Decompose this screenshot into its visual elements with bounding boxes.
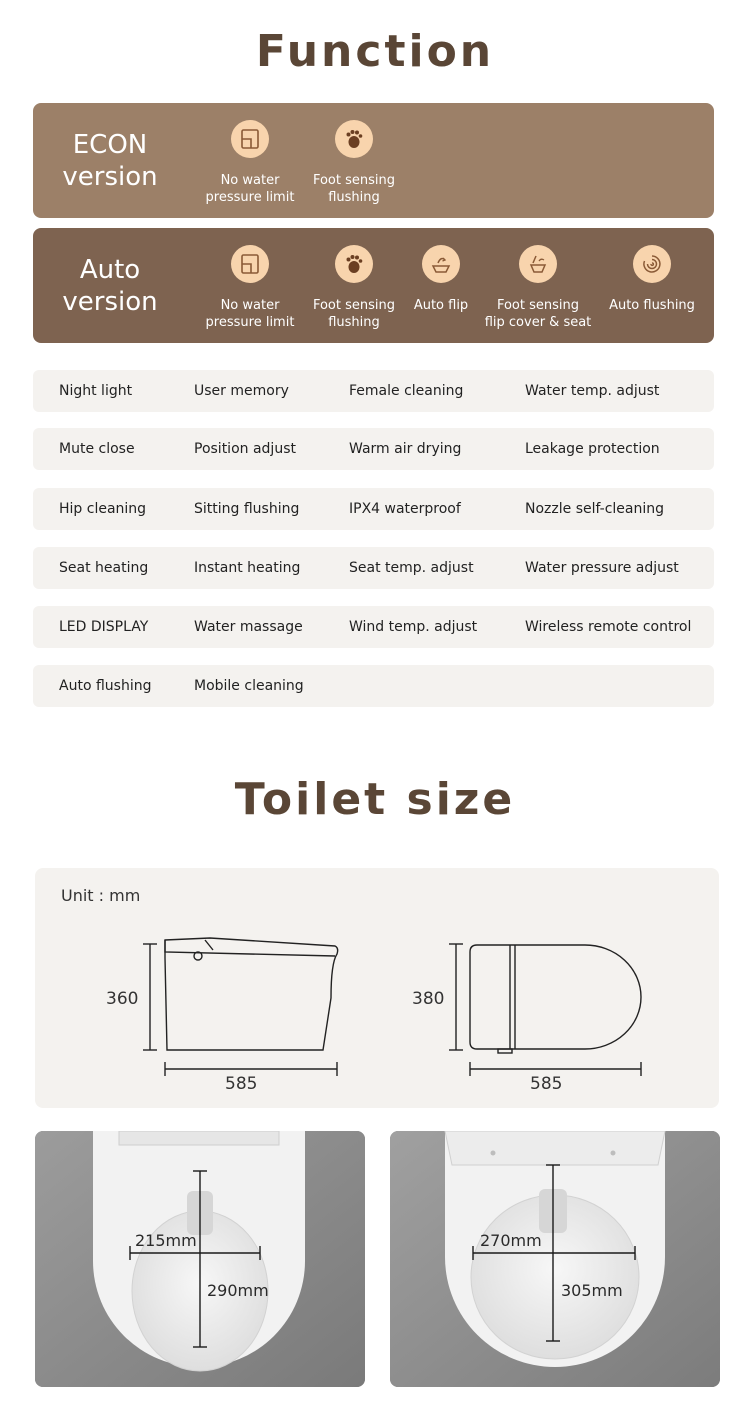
water-pressure-icon: [231, 245, 269, 283]
auto-version-card: [33, 228, 714, 343]
function-item: Water temp. adjust: [525, 383, 660, 399]
feature-label: pressure limit: [205, 190, 295, 205]
side-view-diagram: [143, 938, 338, 1076]
side-height-label: 360: [106, 989, 139, 1009]
auto-version-label: [60, 254, 160, 318]
top-view-diagram: [449, 944, 641, 1076]
dimension-card: [35, 868, 719, 1108]
function-item: Night light: [59, 383, 133, 399]
function-item: Auto flushing: [59, 678, 152, 694]
function-item: Seat heating: [59, 560, 149, 576]
feature-label: flip cover & seat: [484, 315, 592, 330]
feature-label: Foot sensing: [312, 298, 396, 313]
right-length-label: 305mm: [561, 1281, 623, 1300]
function-item: User memory: [194, 383, 289, 399]
econ-feature-foot-sensing: [299, 120, 409, 206]
function-item: Hip cleaning: [59, 501, 147, 517]
function-item: Mobile cleaning: [194, 678, 304, 694]
feature-label: flushing: [328, 190, 380, 205]
function-item: Female cleaning: [349, 383, 464, 399]
flip-cover-icon: [519, 245, 557, 283]
econ-label-line1: ECON: [72, 130, 148, 160]
function-item: Nozzle self-cleaning: [525, 501, 665, 517]
function-item: Sitting flushing: [194, 501, 300, 517]
top-length-label: 585: [530, 1074, 563, 1094]
function-item: Instant heating: [194, 560, 301, 576]
auto-feature-auto-flip: [386, 245, 496, 314]
function-row: [33, 370, 714, 412]
auto-flip-icon: [422, 245, 460, 283]
seat-photo-right-image: [390, 1131, 720, 1387]
swirl-flush-icon: [633, 245, 671, 283]
function-item: Wireless remote control: [525, 619, 692, 635]
foot-icon: [335, 120, 373, 158]
function-row: [33, 488, 714, 530]
seat-photo-left-image: [35, 1131, 365, 1387]
feature-label: No water: [220, 298, 280, 313]
econ-version-card: [33, 103, 714, 218]
feature-label: No water: [220, 173, 280, 188]
econ-version-label: [60, 129, 160, 193]
feature-label: Auto flip: [413, 298, 469, 313]
left-length-label: 290mm: [207, 1281, 269, 1300]
function-item: Position adjust: [194, 441, 296, 457]
auto-feature-flip-cover: [483, 245, 593, 331]
toilet-size-title: Toilet size: [234, 774, 516, 825]
auto-label-line1: Auto: [79, 255, 141, 285]
function-row: [33, 428, 714, 470]
auto-feature-auto-flushing: [597, 245, 707, 314]
side-length-label: 585: [225, 1074, 258, 1094]
function-item: Seat temp. adjust: [349, 560, 474, 576]
foot-icon: [335, 245, 373, 283]
function-item: Warm air drying: [349, 441, 462, 457]
function-item: Mute close: [59, 441, 135, 457]
function-item: Water pressure adjust: [525, 560, 679, 576]
left-width-label: 215mm: [135, 1231, 197, 1250]
seat-photo-right: [390, 1131, 720, 1387]
function-row: [33, 665, 714, 707]
feature-label: Foot sensing: [312, 173, 396, 188]
function-row: [33, 606, 714, 648]
function-item: Leakage protection: [525, 441, 660, 457]
water-pressure-icon: [231, 120, 269, 158]
function-item: Wind temp. adjust: [349, 619, 478, 635]
seat-photo-left: [35, 1131, 365, 1387]
auto-feature-water-pressure: [195, 245, 305, 331]
econ-feature-water-pressure: [195, 120, 305, 206]
feature-label: Auto flushing: [609, 298, 695, 313]
unit-label: Unit : mm: [61, 886, 141, 905]
function-item: LED DISPLAY: [59, 619, 149, 635]
function-row: [33, 547, 714, 589]
function-title: Function: [255, 26, 495, 77]
feature-label: Foot sensing: [496, 298, 580, 313]
feature-label: flushing: [328, 315, 380, 330]
function-item: IPX4 waterproof: [349, 501, 461, 517]
econ-label-line2: version: [62, 162, 158, 192]
dimension-drawings: [35, 868, 719, 1108]
function-item: Water massage: [194, 619, 303, 635]
feature-label: pressure limit: [205, 315, 295, 330]
auto-label-line2: version: [62, 287, 158, 317]
right-width-label: 270mm: [480, 1231, 542, 1250]
top-height-label: 380: [412, 989, 445, 1009]
